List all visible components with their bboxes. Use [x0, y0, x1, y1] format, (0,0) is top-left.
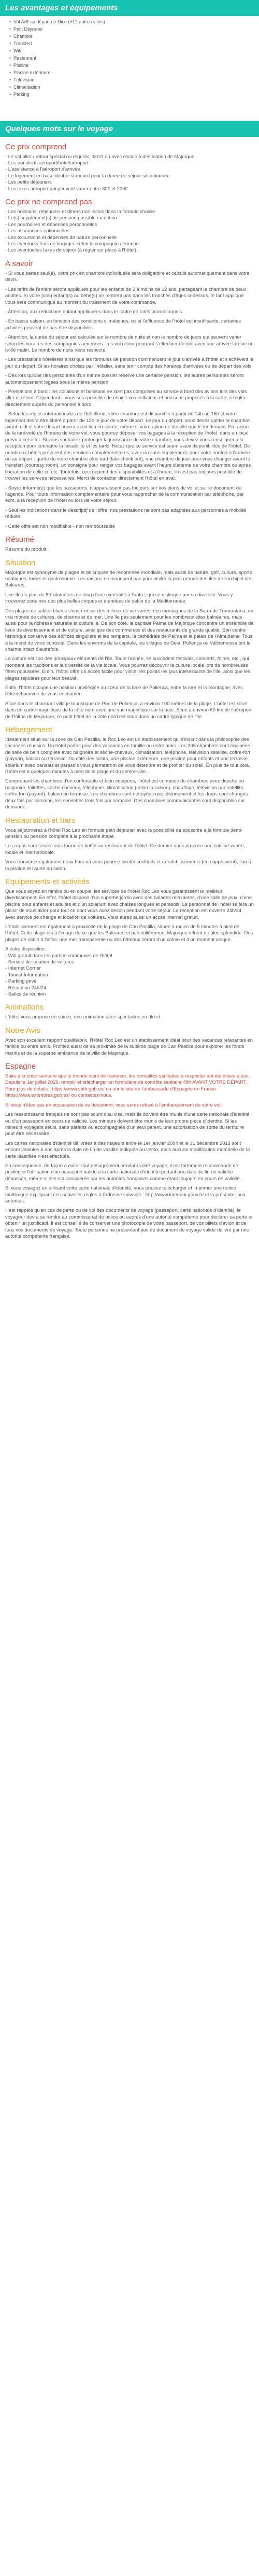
situation-text: Situé dans le charmant village touristique de Port de Pollença, à environ 100 mètres de la plage. L'hôtel est situé dans un cadre magnifique de la côte nord avec une vue magnifique sur la baie. Situé à environ 60 km de l'aéroport de Palma de Majorque, ce petit hôtel de la côte nord est situé dans un cadre typique de l'île. — [5, 700, 252, 719]
hebergement-text: Comprenant les chambres d'un confortable et bien équipées, l'hôtel est composé de chambres avec douche ou baignoire, toilettes, sèche-cheveux, téléphone, climatisation (selon la saison), chauffage, télévision par satellite, coffre-fort (payant), balcon ou terrasse. Les chambres sont nettoyées quotidiennement et les draps sont changés deux fois par semaine, les serviettes trois fois par semaine. Des chambres communicantes sont disponibles sur demande. — [5, 778, 248, 810]
espagne-title: Espagne — [5, 1062, 36, 1071]
quelques-mots-banner — [0, 121, 259, 137]
ne-comprend-item: - Les excursions et dépenses de nature personnelle — [5, 234, 117, 240]
equip-item: • Chambre — [9, 33, 254, 40]
notre-avis-title: Notre Avis — [5, 1026, 41, 1035]
avoter-item: - Service de location de voitures — [5, 959, 75, 964]
savoir-text: - Les prestations hôtelières ainsi que les formules de pension commencent le jour d'arrivée à l'hôtel et s'achèvent le jour du départ. Si les horaires choisis par l'hôtelier, sans tenir compte des horaires d'arrivées ou de départ des vols. — [5, 356, 254, 369]
prix-comprend-item: - Les petits déjeuners — [5, 179, 52, 185]
savoir-text: - Selon les règles internationales de l'hôtellerie, votre chambre est disponible à partir de 14h au 15h et votre logement devra être libéré à partir de 12h le jour de votre départ. Le jour du départ, vous devez quitter la chambre avant midi et votre départ pourra avoir lieu en soirée, même si votre avion ne décolle que le lendemain. En raison de la tardiveté de l'horaire de votre vol, vous pourrez déposer vos bagages à la réception de l'hôtel, dans un local prévu à cet effet. Si vous souhaitez prolonger la jouissance de votre chambre, vous devez vous renseigner à la réception pour connaître la faisabilité et les tarifs. Notez que ce service est soumis aux disponibilités de l'hôtel. De nombreux hôtels prévoient des services complémentaires, avec ou sans supplément, pour votre confort à l'arrivée ou au départ : garde de votre chambre plus tard (late-check out), une chambre de jour pour vous changer avant le transfert (courtesy room), un consigne pour ranger vos bagages avant l'heure d'attente de votre chambre ou après libération de celle-ci, etc. Toutefois, ceci dépend des disponibilités et à l'heure, il n'est pas toujours possible de trouver les services nécessaires. Merci de contacter directement l'hôtel en aval. — [5, 411, 251, 481]
prix-comprend-item: - Les transferts aéroport/hôtel/aéroport — [5, 160, 89, 165]
avoter-item: - Salles de réunion — [5, 991, 46, 997]
equip-item: • Vol A/R au départ de Nice (+12 autres villes) — [9, 18, 254, 25]
situation-text: Majorque est synonyme de plages et de criques de renommée mondiale, mais aussi de nature, golf, culture, sports nautiques, loisirs et gastronomie. Les raisons ne manquent pas pour visiter la plus grande des îles de l'archipel des Baléares. — [5, 569, 253, 588]
resume-text: Résumé du produit — [5, 546, 47, 552]
ne-comprend-item: - Les boissons, déjeuners et dîners non inclus dans la formule choisie — [5, 208, 155, 215]
restauration-text: Vous trouverez également deux bars où vous pourrez siroter cocktails et rafraîchissements (en supplément), l'un à la piscine et l'autre au salon. — [5, 859, 251, 871]
equip-act-title: Equipements et activités — [5, 877, 90, 886]
equip-item: • Piscine extérieure — [9, 69, 254, 76]
restauration-text: Vous séjournerez à l'hôtel Roc Leo en formule petit déjeuner avec la possibilité de souscrire à la formule demi-pension ou pension complète à la prochaine étape. — [5, 827, 243, 839]
restauration-title: Restauration et bars — [5, 816, 76, 825]
prix-comprend-item: - Le vol aller / retour spécial ou régulier, direct ou avec escale à destination de Majorque — [5, 153, 195, 159]
equip-item: • Restaurant — [9, 54, 254, 62]
savoir-text: - Attention, la durée du séjour est calculée sur le nombre de nuits et non le nombre de jours qui peuvent varier selon les horaires des compagnies aériennes. Les vol retour pourront s'effectuer de nuit avec une arrivée tardive ou le 8è matin. Le nombre de nuits reste respecté. — [5, 334, 254, 353]
savoir-text: - Prestations à bord : les collations et boissons ne sont pas comprises au service à bord des avions lors des vols aller et retour. Cependant il vous sera possible de choisir vos collations et boissons proposés à la carte, à régler directement auprès du personnel à bord. — [5, 388, 247, 407]
equipements-banner — [0, 0, 259, 16]
savoir-text: - Dès lors qu'une des personnes d'un même dossier réserve une certaine pension, les autres personnes seront automatiquement logées sous la même pension. — [5, 372, 244, 385]
equip-item: • Télévision — [9, 76, 254, 83]
resume-title: Résumé — [5, 535, 34, 544]
avoter-item: - Parking privé — [5, 978, 37, 984]
situation-text: Des plages de sables blancs s'ouvrent sur des milieux de vie variés, des montagnes de la Serra de Tramuntana, un vrai monde de cultures, de charme et de mer. Une île pas seulement pour les nombreux sites balnéaires, mais aussi pour la richesse naturelle et culturelle. De son côté, la capitale Palma de Majorque concentre un ensemble de lieux de divertissement et de culture, ainsi que des commerces et des restaurants de grande qualité. Son centre historique conserve des édifices singuliers et les remparts, la cathédrale de Palma et le palais de l'Almudaina. Tous à la merci de votre curiosité. Dans les environs de la capitale, les villages de Deià, Pollença ou Valldemossa ont le charme intact d'autrefois. — [5, 607, 254, 652]
ne-comprend-item: - Les éventuelles taxes de séjour (à régler sur place à l'hôtel). — [5, 247, 138, 253]
situation-title: Situation — [5, 558, 36, 567]
ne-comprend-title: Ce prix ne comprend pas — [5, 198, 92, 207]
espagne-text: Si vous n'êtes pas en possession de ce document, vous serez refusé à l'embarquement de votre vol. — [5, 1101, 222, 1108]
animations-text: L'hôtel vous propose en soirée, une animation avec spectacles en direct. — [5, 1014, 162, 1020]
prix-comprend-item: - Le logement en base double standard pour la durée de séjour sélectionnée — [5, 172, 170, 178]
hebergement-text: Idéalement situé sur la zone de Can Pastilla, le Roc Leo est un établissement qui s'inscrit dans la philosophie des vacances réussies. Un hôtel parfait pour des vacances en famille ou entre amis. Les 206 chambres sont équipées de salle de bain complète avec baignoire et sèche-cheveux, climatisation, téléphone, télévision satellite, coffre-fort (payant), balcon ou terrasse. Du côté des loisirs, une piscine extérieure, une piscine pour enfants et une terrasse solarium avec transats et parasols vous permettront de vous détendre et de profiter du soleil. En plus de tout cela, l'hôtel est à quelques minutes à pied de la plage et du centre-ville. — [5, 736, 251, 775]
avoter-item: - Internet Corner — [5, 965, 41, 971]
savoir-text: - Seul les indications dans le descriptif de l'offre, nos prestations ne sont pas adaptées aux personnes à mobilité réduite — [5, 507, 246, 520]
ne-comprend-item: - Les assurances optionnelles — [5, 228, 70, 234]
savoir-text: - En basse saison, en fonction des conditions climatiques, ou si l'affluence de l'hôtel est insuffisante, certaines activités peuvent ne pas être disponibles. — [5, 318, 241, 330]
ne-comprend-item: - Les pourboires et dépenses personnelles — [5, 221, 97, 227]
hebergement-title: Hébergement — [5, 725, 52, 735]
avoter-title: A votre disposition : — [5, 946, 48, 952]
equip-item: • Petit Déjeuner — [9, 25, 254, 33]
equip-item: • Climatisation — [9, 83, 254, 91]
situation-text: La culture est l'un des principaux éléments de l'île. Toute l'année, se succèdent festivals, concerts, foires, etc., qui montrent les traditions et la diversité de la vie locale. Vous pourrez découvrir la culture locale lors de nombreuses fêtes populaires. Enfin, l'hôtel offre un accès facile pour visiter les points les plus intéressants de l'île, ainsi que les plages réputées pour leur beauté. — [5, 655, 250, 681]
prix-comprend-title: Ce prix comprend — [5, 142, 67, 151]
prix-comprend-section — [0, 142, 259, 1240]
animations-title: Animations — [5, 1003, 44, 1012]
savoir-text: - Si vous partez seul(e), votre prix en chambre individuelle sera obligatoire et calculé automatiquement dans votre devis. — [5, 270, 250, 283]
equip-item: • Transfert — [9, 40, 254, 47]
prix-comprend-item: - Les taxes aéroport qui peuvent varier entre 30€ et 200€ — [5, 185, 128, 191]
ne-comprend-item: - Les éventuels frais de bagages selon la compagnie aérienne — [5, 241, 139, 247]
espagne-text: Les cartes nationales d'identité délivrées à des majeurs entre le 1er janvier 2004 et le 31 décembre 2013 sont encore valables 5 ans après la date de fin de validité indiquée au verso, mais aucune modification matérielle de la carte plastifiée n'est effectuée. — [5, 1140, 250, 1159]
espagne-text: Si vous voyagez en utilisant votre carte nationale d'identité, vous pouvez télécharger et imprimer une notice multilingue expliquant ces nouvelles règles à l'adresse suivante : http://www.interieur.gouv.fr/ et la présenter aux autorités. — [5, 1185, 246, 1203]
equip-act-text: L'établissement est également à proximité de la plage de Can Pastilla, située à moins de 5 minutes à pied de l'hôtel. Cette plage est à l'image de ce que les Baléares et particulièrement Majorque offrent de plus splendide. Des plages de sable à l'infini, une mer transparente ou des bâteaux seront d'un calme et d'un moment unique. — [5, 923, 253, 942]
situation-text: Enfin, l'hôtel occupe une position privilégiée au cœur de la baie de Pollença, entre la mer et la montagne, avec l'éternel pouvoir de vous enchanter. — [5, 684, 243, 697]
espagne-text: En conséquence, de façon à éviter tout désagrément pendant votre voyage, il est fortement recommandé de privilégier l'utilisation d'un passeport valide à la carte nationale d'identité portant une date de fin de validité dépassée, même si elle est considérée par les autorités françaises comme étant toujours en cours de validité. — [5, 1162, 241, 1181]
espagne-text: Les ressortissants français ne sont pas soumis au visa, mais ils doivent être munis d'une carte nationale d'identité ou d'un passeport en cours de validité. Les mineurs doivent être munis de leur propre pièce d'identité. Si les mineurs voyagent seuls, sans parents ou accompagnés d'un seul parent, une autorisation de sortie du territoire peut être nécessaire. — [5, 1111, 250, 1137]
avoter-item: - Tourist Information — [5, 971, 48, 977]
savoir-title: A savoir — [5, 259, 33, 268]
equipements-list — [0, 16, 259, 101]
avoter-item: - Wifi gratuit dans les parties communes de l'hôtel — [5, 952, 112, 958]
ne-comprend-item: - Le(s) supplément(s) de pension possible en option — [5, 215, 117, 221]
equip-act-text: Que vous soyez en famille ou en couple, les services de l'hôtel Roc Leo vous garantissent le meilleur divertissement. En effet, l'hôtel dispose d'un superbe jardin avec des balades relaxantes, d'une salle de jeux, d'une piscine pour enfants et adultes et d'un solarium avec chaises longues et parasols. Le personnel de l'hôtel se fera un plaisir de vous aider pour tout ce dont vous avez besoin pendant votre séjour. La réception est ouverte 24h/24, avec service de change et location de voitures. Vous aurez aussi un accès internet gratuit. — [5, 888, 254, 920]
savoir-text: - Cette offre est non modifiable - non remboursable — [5, 523, 115, 529]
equipements-title: Les avantages et équipements — [5, 4, 118, 12]
espagne-text: Suite à la crise sanitaire que le monde vient de traverser, les formalités sanitaires à respecter ont été mises à jour. Depuis le 1er juillet 2020, remplir et télécharger un formulaire de contrôle sanitaire 48h AVANT VOTRE DÉPART. Pour plus de détails : https://www.spth.gob.es/ ou sur le site de l'ambassade d'Espagne en France : https://www.exteriores.gob.es/ ou contactez-nous. — [5, 1073, 250, 1098]
savoir-text: - Les tarifs de l'enfant seront appliqués pour les enfants de 2 à moins de 12 ans, partageant la chambre de deux adultes. Si votre (vos) enfant(s) au bébé(s) ne rentrent pas dans les tranches d'âges ci-dessus, le tarif appliqué vous sera communiqué au moment du traitement de votre commande. — [5, 286, 247, 305]
prix-comprend-item: - L'assistance à l'aéroport d'arrivée — [5, 166, 80, 172]
equip-item: • Wifi — [9, 47, 254, 54]
espagne-text: Il est rappelé qu'en cas de perte ou de vol des documents de voyage (passeport, carte nationale d'identité), le voyageur devra se rendre au commissariat de police ou auprès d'une autorité compétente pour déclarer sa perte et obtenir un justificatif. Il est conseillé de conserver une photocopie de votre passeport, de vos billets d'avion et de tous vos documents de voyage. Toute personne ne présentant pas de document de voyage valide délivré par une autorité compétente française. — [5, 1207, 253, 1239]
situation-text: Une île de plus de 80 kilomètres de long d'une extrémité à l'autre, qui se distingue par sa diversité. Vous y trouverez certaines des plus belles criques et étendues de sable de la Méditerranée. — [5, 591, 233, 604]
equip-item: • Piscine — [9, 62, 254, 69]
savoir-text: - Soyez informé(e) que les passeports, n'apparaissent pas toujours sur vos plans de vol et sur le document de l'agence. Pour toute information complémentaire pour vous rapprocher de la communication par téléphone, par écrit, à la réception de l'hôtel ou lors de votre séjour. — [5, 484, 244, 503]
savoir-text: - Attention, aux réductions enfant appliquées dans le cadre de tarifs promotionnels. — [5, 308, 183, 314]
avoter-item: - Réception 24h/24 — [5, 984, 47, 990]
restauration-text: Les repas sont servis sous forme de buffet au restaurant de l'hôtel. Ce dernier vous propose une cuisine variée, locale et internationale. — [5, 843, 245, 855]
notre-avis-text: Avec son excellent rapport qualité/prix, l'Hôtel Roc Leo est un établissement idéal pour des vacances relaxantes en famille ou entre amis. Profitez aussi de sa proximité de la sublime plage de Can Pastilla pour explorer les fonds marins et de la superbe ambiance de la ville de Majorque. — [5, 1037, 253, 1056]
quelques-mots-title: Quelques mots sur le voyage — [5, 124, 113, 133]
equip-item: • Parking — [9, 91, 254, 98]
